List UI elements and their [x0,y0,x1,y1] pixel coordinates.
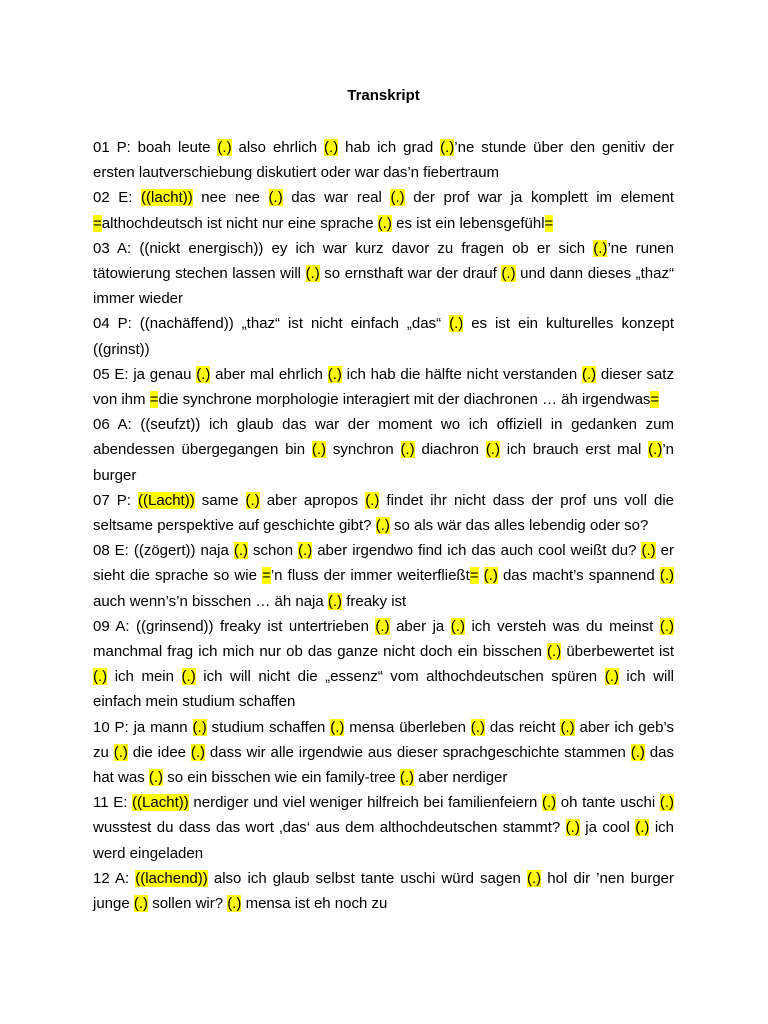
turn-text: findet ihr nicht dass der prof uns voll die seltsame perspektive auf geschichte gibt? [93,491,675,535]
highlighted-annotation: (.) [630,743,645,761]
turn-text: 01 P: boah leute [93,139,218,156]
highlighted-annotation: = [469,567,479,585]
highlighted-annotation: (.) [593,239,608,257]
turn-text: 02 E: [93,189,142,207]
turn-text: mensa überleben [344,718,471,736]
turn-text: manchmal frag ich mich nur ob das ganze nicht doch ein bisschen [93,643,548,661]
highlighted-annotation: (.) [399,769,414,787]
turn-text: das reicht [484,718,561,736]
highlighted-annotation: (.) [659,617,674,635]
highlighted-annotation: (.) [440,139,455,156]
transcript-turn [93,715,674,791]
turn-text: same [194,491,246,509]
turn-text: althochdeutsch ist nicht nur eine sprache [101,214,378,232]
turn-text: ’ne stunde über den genitiv der ersten lautverschiebung diskutiert oder war das’n fiebertraum [93,139,674,182]
turn-text: es ist ein lebensgefühl [391,214,545,232]
highlighted-annotation: (.) [541,794,557,812]
turn-text: die idee [127,743,191,761]
highlighted-annotation: (.) [227,895,242,913]
highlighted-annotation: (.) [148,769,164,787]
turn-text: so ein bisschen wie ein family-tree [163,769,400,787]
highlighted-annotation: = [93,214,102,232]
turn-text: oh tante uschi [556,794,660,812]
turn-text: schon [248,542,299,560]
transcript-turn [93,614,674,715]
turn-text: auch wenn’s’n bisschen … äh naja [93,592,328,610]
highlighted-annotation: (.) [133,895,149,913]
highlighted-annotation: (.) [635,819,650,837]
transcript-page [93,86,674,916]
highlighted-annotation: (.) [449,315,464,333]
highlighted-annotation: (.) [233,542,249,560]
highlighted-annotation: ((Lacht)) [132,794,189,812]
turn-text: ja cool [579,819,636,837]
turn-text: aber apropos [259,491,366,509]
turn-text: aber nerdiger [414,769,508,787]
highlighted-annotation: (.) [93,668,108,686]
transcript-turn [93,866,674,916]
highlighted-annotation: ((lachend)) [135,869,208,887]
turn-text: aber irgendwo find ich das auch cool weißt du? [312,542,642,560]
highlighted-annotation: (.) [485,441,500,459]
highlighted-annotation: (.) [190,743,206,761]
turn-text: das hat was [93,743,674,787]
highlighted-annotation: (.) [659,794,674,812]
highlighted-annotation: (.) [181,668,196,686]
highlighted-annotation: ((lacht)) [141,189,193,207]
turn-text: ich brauch erst mal [499,441,649,459]
turn-text: dass wir alle irgendwie aus dieser sprachgeschichte stammen [205,743,631,761]
turn-text: so ernsthaft war der drauf [319,265,502,283]
turn-text: ich hab die hälfte nicht verstanden [341,365,582,383]
turn-text: 05 E: ja genau [93,365,197,383]
highlighted-annotation: (.) [450,617,465,635]
turn-text: 04 P: ((nachäffend)) „thaz“ ist nicht einfach „das“ [93,315,450,333]
highlighted-annotation: (.) [327,592,343,610]
highlighted-annotation: (.) [581,365,597,383]
turn-text: also ehrlich [231,139,325,156]
highlighted-annotation: (.) [375,617,390,635]
transcript-turn [93,135,674,185]
turn-text: dieser satz von ihm [93,365,674,409]
turn-text: er sieht die sprache so wie [93,542,674,585]
highlighted-annotation: (.) [483,567,498,585]
transcript-turn [93,412,674,488]
turn-text: der prof war ja komplett im element [404,189,674,207]
highlighted-annotation: (.) [501,265,516,283]
highlighted-annotation: (.) [311,441,327,459]
highlighted-annotation: (.) [196,365,211,383]
turn-text: das war real [282,189,391,207]
turn-text: nee nee [192,189,269,207]
turn-text: ich werd eingeladen [93,819,675,862]
turn-text: aber mal ehrlich [210,365,328,383]
turn-text: sollen wir? [148,895,228,913]
turn-text: ’n burger [93,441,675,484]
transcript-turn [93,236,674,312]
transcript-turn [93,538,674,614]
transcript-turn [93,362,674,412]
turn-text: ’n fluss der immer weiterfließt [270,567,470,585]
highlighted-annotation: = [544,214,554,232]
turn-text: und dann dieses „thaz“ immer wieder [93,265,674,308]
turn-text: überbewertet ist [561,643,674,661]
turn-text: studium schaffen [206,718,331,736]
turn-text: so als wär das alles lebendig oder so? [389,517,649,535]
turn-text: 07 P: [93,491,139,509]
highlighted-annotation: (.) [324,139,339,156]
highlighted-annotation: (.) [527,869,542,887]
highlighted-annotation: ((Lacht)) [138,491,195,509]
highlighted-annotation: (.) [560,718,575,736]
turn-text: hol dir ’nen burger junge [93,869,674,913]
turn-text: 03 A: ((nickt energisch)) ey ich war kurz davor zu fragen ob er sich [93,239,594,257]
highlighted-annotation: (.) [217,139,232,156]
transcript-turn [93,790,674,866]
highlighted-annotation: = [149,391,159,409]
highlighted-annotation: (.) [330,718,345,736]
highlighted-annotation: (.) [375,517,390,535]
highlighted-annotation: (.) [113,743,128,761]
turn-text: 09 A: ((grinsend)) freaky ist untertrieben [93,617,376,635]
turn-text: die synchrone morphologie interagiert mit der diachronen … äh irgendwas [158,391,651,409]
highlighted-annotation: (.) [641,542,656,560]
turn-text: also ich glaub selbst tante uschi würd sagen [207,869,528,887]
highlighted-annotation: (.) [305,265,320,283]
document-title: Transkript [347,87,420,104]
highlighted-annotation: (.) [268,189,283,207]
turn-text: wusstest du dass das wort ‚das‘ aus dem althochdeutschen stammt? [93,819,566,837]
highlighted-annotation: (.) [659,567,675,585]
turn-text: aber ja [389,617,451,635]
turn-text: ich will einfach mein studium schaffen [93,668,674,711]
highlighted-annotation: (.) [377,214,392,232]
turn-text: freaky ist [342,592,407,610]
transcript-turn [93,488,674,538]
turn-text: 11 E: [93,794,133,812]
highlighted-annotation: = [262,567,271,585]
highlighted-annotation: = [650,391,660,409]
turn-text: es ist ein kulturelles konzept ((grinst)) [93,315,674,358]
highlighted-annotation: (.) [365,491,380,509]
transcript-turn [93,185,674,235]
highlighted-annotation: (.) [470,718,485,736]
turn-text: ’ne runen tätowierung stechen lassen will [93,239,674,283]
turn-text: synchron [326,441,401,459]
turn-text: aber ich geb’s zu [93,718,674,761]
turn-text: 06 A: ((seufzt)) ich glaub das war der moment wo ich offiziell in gedanken zum abendessen übergegangen bin [93,416,674,459]
highlighted-annotation: (.) [192,718,207,736]
transcript-turn [93,311,674,361]
turn-text: 10 P: ja mann [93,718,193,736]
turn-text: mensa ist eh noch zu [241,895,388,913]
turn-text: nerdiger und viel weniger hilfreich bei familienfeiern [188,794,542,812]
highlighted-annotation: (.) [390,189,405,207]
turn-text: 12 A: [93,869,136,887]
highlighted-annotation: (.) [400,441,415,459]
turn-text: 08 E: ((zögert)) naja [93,542,234,560]
highlighted-annotation: (.) [298,542,313,560]
highlighted-annotation: (.) [604,668,619,686]
turn-text: diachron [414,441,486,459]
turn-text: ich mein [107,668,182,686]
turn-text [479,567,484,584]
highlighted-annotation: (.) [547,643,562,661]
turn-text: ich versteh was du meinst [464,617,660,635]
turn-text: hab ich grad [338,139,441,156]
highlighted-annotation: (.) [648,441,663,459]
turn-text: ich will nicht die „essenz“ vom althochdeutschen spüren [195,668,605,686]
highlighted-annotation: (.) [245,491,260,509]
transcript-body [93,135,674,916]
turn-text: das macht’s spannend [497,567,660,585]
highlighted-annotation: (.) [327,365,342,383]
highlighted-annotation: (.) [565,819,580,837]
